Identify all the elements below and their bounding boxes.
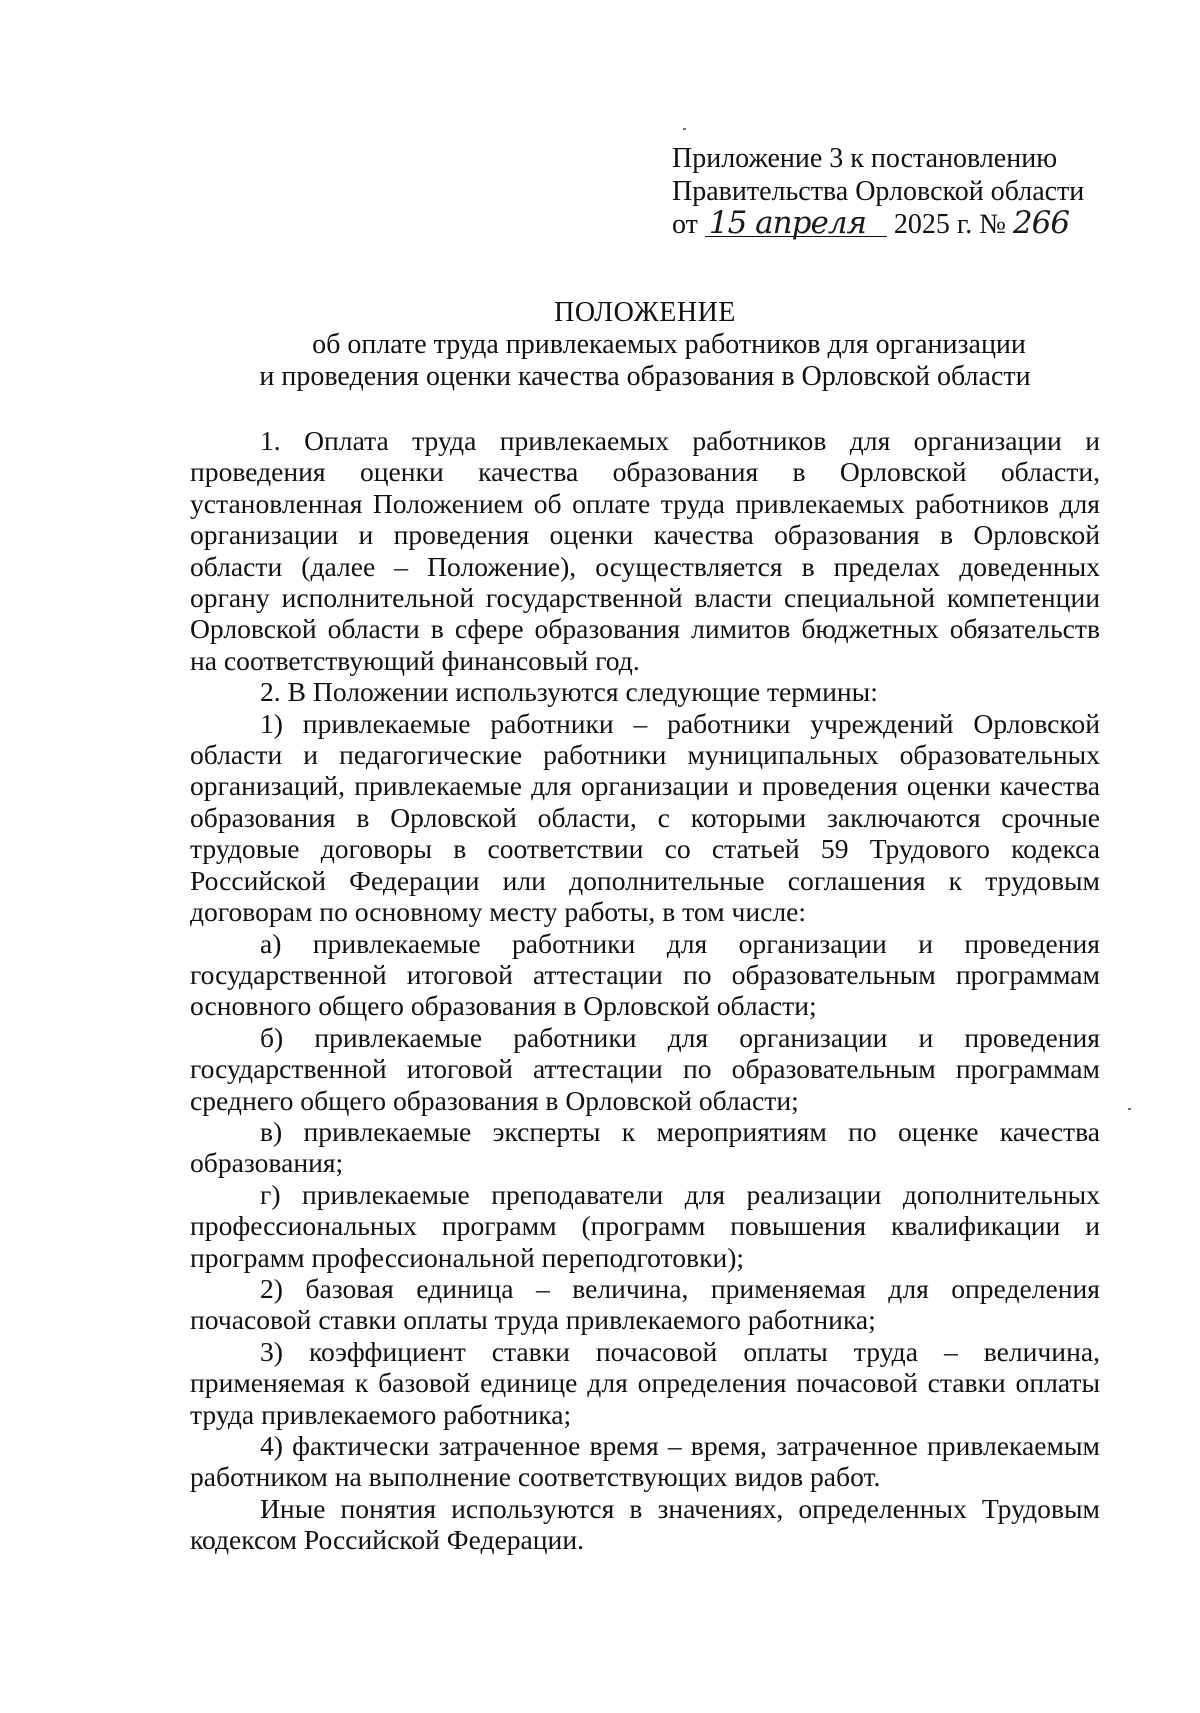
paragraph-term-3: 3) коэффициент ставки почасовой оплаты труда – величина, применяемая к базовой единице для определения почасовой ставки оплаты труда привлекаемого работника;: [190, 1335, 1100, 1430]
appendix-header: [672, 142, 1084, 241]
appendix-line-2: Правительства Орловской области: [672, 176, 1085, 207]
scan-speck: [1128, 1108, 1131, 1110]
paragraph-term-1v: в) привлекаемые эксперты к мероприятиям по оценке качества образования;: [190, 1115, 1100, 1179]
date-prefix: от: [672, 209, 698, 240]
paragraph-other-terms: Иные понятия используются в значениях, определенных Трудовым кодексом Российской Федерации.: [190, 1492, 1100, 1556]
paragraph-term-1g: г) привлекаемые преподаватели для реализации дополнительных профессиональных программ (программ повышения квалификации и программ профессиональной переподготовки);: [190, 1178, 1100, 1273]
paragraph-2: 2. В Положении используются следующие термины:: [260, 676, 878, 708]
handwritten-date: 15 апреля: [705, 210, 887, 237]
paragraph-term-1b: б) привлекаемые работники для организации и проведения государственной итоговой аттестации по образовательным программам среднего общего образования в Орловской области;: [190, 1021, 1100, 1116]
paragraph-term-1a: а) привлекаемые работники для организации и проведения государственной итоговой аттестации по образовательным программам основного общего образования в Орловской области;: [190, 927, 1100, 1022]
paragraph-term-4: 4) фактически затраченное время – время, затраченное привлекаемым работником на выполнение соответствующих видов работ.: [190, 1430, 1100, 1493]
year-number-label: 2025 г. №: [893, 209, 1006, 240]
paragraph-term-1: 1) привлекаемые работники – работники учреждений Орловской области и педагогические работники муниципальных образовательных организаций, привлекаемые для организации и проведения оценки качества образования в Орловской области, с которыми заключаются срочные трудовые договоры в соответствии со статьей 59 Трудового кодекса Российской Федерации или дополнительные соглашения к трудовым договорам по основному месту работы, в том числе:: [190, 707, 1100, 928]
title-subtitle-line-1: об оплате труда привлекаемых работников для организации: [312, 329, 1026, 360]
paragraph-1: 1. Оплата труда привлекаемых работников для организации и проведения оценки качества образования в Орловской области, установленная Положением об оплате труда привлекаемых работников для организации и проведения оценки качества образования в Орловской области (далее – Положение), осуществляется в пределах доведенных органу исполнительной государственной власти специальной компетенции Орловской области в сфере образования лимитов бюджетных обязательств на соответствующий финансовый год.: [190, 425, 1100, 676]
scan-speck: [683, 128, 686, 130]
document-body: [190, 425, 1100, 1556]
handwritten-number: 266: [1012, 205, 1070, 241]
title-heading: ПОЛОЖЕНИЕ: [554, 297, 736, 328]
paragraph-term-2: 2) базовая единица – величина, применяемая для определения почасовой ставки оплаты труда привлекаемого работника;: [190, 1272, 1100, 1336]
document-title: [190, 297, 1100, 393]
title-subtitle-line-2: и проведения оценки качества образования в Орловской области: [259, 361, 1031, 392]
appendix-line-1: Приложение 3 к постановлению: [672, 143, 1058, 174]
appendix-date-line: [672, 205, 1084, 241]
